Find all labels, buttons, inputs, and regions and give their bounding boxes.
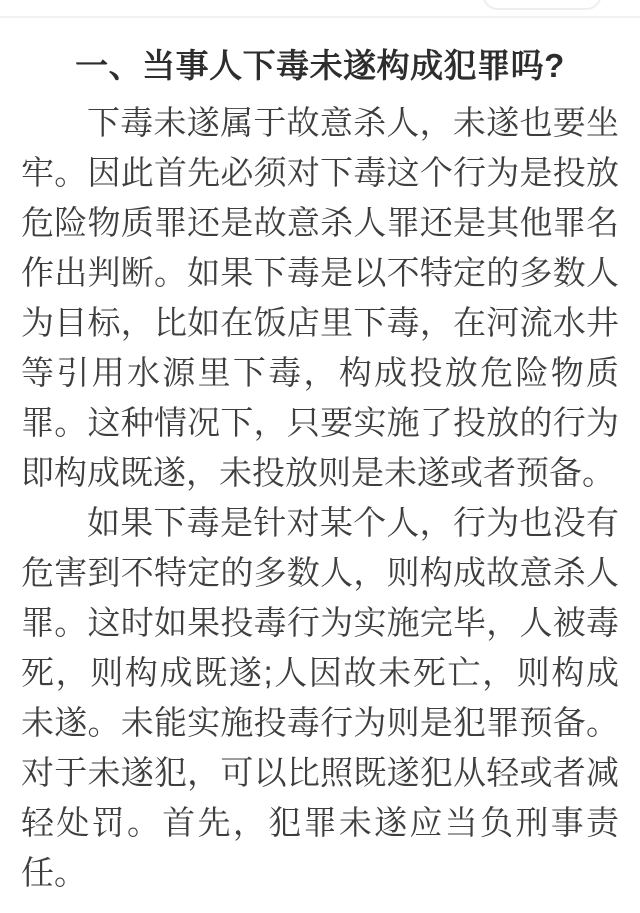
article-paragraph: 如果下毒是针对某个人，行为也没有危害到不特定的多数人，则构成故意杀人罪。这时如果投毒行为实施完毕，人被毒死，则构成既遂;人因故未死亡，则构成未遂。未能实施投毒行为则是犯罪预备。对于未遂犯，可以比照既遂犯从轻或者减轻处罚。首先，犯罪未遂应当负刑事责任。	[21, 504, 619, 891]
article-body	[0, 47, 640, 898]
floating-capsule-button[interactable]	[482, 0, 602, 10]
top-status-strip	[0, 0, 640, 18]
article-heading: 一、当事人下毒未遂构成犯罪吗?	[75, 47, 565, 84]
article-paragraph: 下毒未遂属于故意杀人，未遂也要坐牢。因此首先必须对下毒这个行为是投放危险物质罪还是故意杀人罪还是其他罪名作出判断。如果下毒是以不特定的多数人为目标，比如在饭店里下毒，在河流水井等引用水源里下毒，构成投放危险物质罪。这种情况下，只要实施了投放的行为即构成既遂，未投放则是未遂或者预备。	[21, 104, 619, 491]
